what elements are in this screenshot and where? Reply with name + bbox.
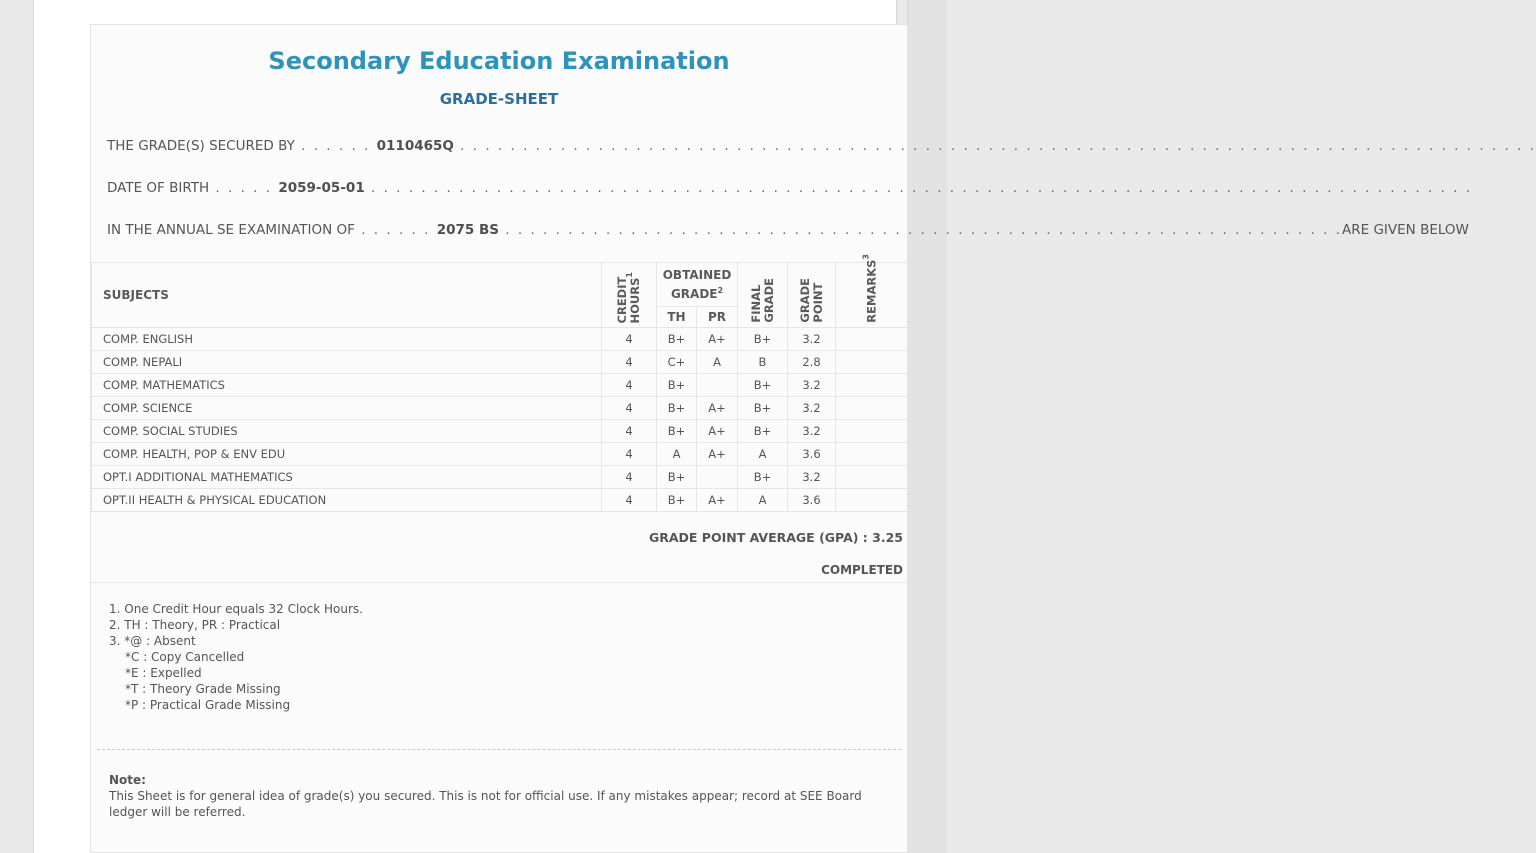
dot-leader: . . . . . . . . . . . . . . . . . . . . . . . . . . . . . . . . . . . . . . . . . . . . . . . . . . . . . . . . . . . . . . . . . . . . . . . . . . . . . . . . . . . . . . (453, 138, 1536, 154)
grade-point-cell: 3.2 (788, 420, 836, 443)
subject-cell: COMP. MATHEMATICS (92, 374, 602, 397)
exam-label: IN THE ANNUAL SE EXAMINATION OF (107, 222, 355, 238)
footnote-item: 3. *@ : Absent (109, 634, 196, 648)
exam-year: 2075 BS (436, 222, 499, 238)
credit-cell: 4 (602, 328, 657, 351)
credit-cell: 4 (602, 466, 657, 489)
grade-point-cell: 3.2 (788, 466, 836, 489)
subject-cell: OPT.I ADDITIONAL MATHEMATICS (92, 466, 602, 489)
practical-grade-cell (697, 466, 738, 489)
dot-leader: . . . . . . . . . . . . . . . . . . . . . . . . . . . . . . . . . . . . . . . . . . . . . . . . . . . . . . . . . . . . . . . . . . . . . . . . . . . . . . . . . . . . . . . . (364, 180, 1472, 196)
footnote-item: 1. One Credit Hour equals 32 Clock Hours. (109, 602, 363, 616)
dot-leader: . . . . . . . . . . . . . . . . . . . . . . . . . . . . . . . . . . . . . . . . . . . . . . . . . . . . . . . . . . . . . . . . . . . (499, 222, 1343, 238)
grade-point-cell: 3.2 (788, 374, 836, 397)
final-grade-cell: B+ (738, 397, 788, 420)
credit-cell: 4 (602, 351, 657, 374)
disclaimer-note (109, 772, 889, 820)
remarks-cell (836, 397, 908, 420)
col-header-practical: PR (697, 307, 738, 328)
grade-point-cell: 3.6 (788, 443, 836, 466)
final-grade-cell: A (738, 443, 788, 466)
gpa-summary: GRADE POINT AVERAGE (GPA) : 3.25 (648, 530, 903, 545)
subject-cell: COMP. SOCIAL STUDIES (92, 420, 602, 443)
remarks-cell (836, 489, 908, 512)
col-header-final-grade: FINAL GRADE (738, 263, 788, 328)
grade-sheet-page (33, 0, 1536, 853)
credit-cell: 4 (602, 443, 657, 466)
subject-cell: COMP. ENGLISH (92, 328, 602, 351)
final-grade-cell: B+ (738, 328, 788, 351)
grades-table (91, 254, 908, 512)
col-header-subjects: SUBJECTS (92, 263, 602, 328)
remarks-cell (836, 443, 908, 466)
theory-grade-cell: B+ (657, 420, 697, 443)
col-header-credit-hours: CREDIT HOURS$^1$ (602, 263, 657, 328)
result-status: COMPLETED (821, 563, 903, 577)
secured-by-line (107, 138, 1536, 158)
footnotes (109, 601, 363, 713)
table-row (92, 374, 908, 397)
practical-grade-cell (697, 374, 738, 397)
theory-grade-cell: B+ (657, 328, 697, 351)
credit-cell: 4 (602, 489, 657, 512)
subject-cell: COMP. HEALTH, POP & ENV EDU (92, 443, 602, 466)
dot-leader: . . . . . (209, 180, 279, 196)
secured-by-label: THE GRADE(S) SECURED BY (107, 138, 295, 154)
grade-point-cell: 3.2 (788, 397, 836, 420)
remarks-cell (836, 466, 908, 489)
final-grade-cell: B+ (738, 374, 788, 397)
remarks-cell (836, 351, 908, 374)
subject-cell: COMP. SCIENCE (92, 397, 602, 420)
symbol-number: 0110465Q (376, 138, 454, 154)
grade-sheet-heading: GRADE-SHEET (439, 90, 559, 108)
window-right-strip (907, 0, 947, 853)
practical-grade-cell: A+ (697, 489, 738, 512)
credit-cell: 4 (602, 374, 657, 397)
table-row (92, 489, 908, 512)
note-text: This Sheet is for general idea of grade(s) you secured. This is not for official use. If any mistakes appear; record at SEE Board ledger will be referred. (109, 789, 862, 819)
practical-grade-cell: A (697, 351, 738, 374)
practical-grade-cell: A+ (697, 420, 738, 443)
footnote-item: *C : Copy Cancelled (125, 650, 245, 664)
theory-grade-cell: C+ (657, 351, 697, 374)
table-row (92, 328, 908, 351)
subject-cell: COMP. NEPALI (92, 351, 602, 374)
subject-cell: OPT.II HEALTH & PHYSICAL EDUCATION (92, 489, 602, 512)
footnote-item: *P : Practical Grade Missing (125, 698, 291, 712)
dashed-divider (97, 749, 901, 750)
remarks-cell (836, 420, 908, 443)
table-row (92, 420, 908, 443)
dot-leader: . . . . . . (354, 222, 437, 238)
final-grade-cell: B+ (738, 420, 788, 443)
remarks-cell (836, 328, 908, 351)
credit-cell: 4 (602, 397, 657, 420)
exam-line (107, 222, 1469, 242)
section-divider (91, 582, 907, 583)
footnote-item: *E : Expelled (125, 666, 202, 680)
table-row (92, 466, 908, 489)
table-row (92, 351, 908, 374)
theory-grade-cell: B+ (657, 397, 697, 420)
dob-line (107, 180, 1472, 200)
credit-cell: 4 (602, 420, 657, 443)
table-row (92, 443, 908, 466)
col-header-obtained-grade: OBTAINED GRADE$^2$ (657, 263, 738, 307)
grade-point-cell: 3.2 (788, 328, 836, 351)
practical-grade-cell: A+ (697, 328, 738, 351)
col-header-theory: TH (657, 307, 697, 328)
exam-title: Secondary Education Examination (268, 47, 730, 75)
note-title: Note: (109, 773, 146, 787)
remarks-cell (836, 374, 908, 397)
practical-grade-cell: A+ (697, 443, 738, 466)
footnote-item: *T : Theory Grade Missing (125, 682, 281, 696)
final-grade-cell: A (738, 489, 788, 512)
exam-suffix: ARE GIVEN BELOW (1342, 222, 1469, 238)
final-grade-cell: B+ (738, 466, 788, 489)
footnote-item: 2. TH : Theory, PR : Practical (109, 618, 281, 632)
theory-grade-cell: B+ (657, 489, 697, 512)
theory-grade-cell: B+ (657, 374, 697, 397)
date-of-birth: 2059-05-01 (278, 180, 365, 196)
practical-grade-cell: A+ (697, 397, 738, 420)
final-grade-cell: B (738, 351, 788, 374)
dot-leader: . . . . . . (294, 138, 377, 154)
table-row (92, 397, 908, 420)
theory-grade-cell: A (657, 443, 697, 466)
grade-sheet-panel (90, 24, 1536, 853)
col-header-remarks: REMARKS$^3$ (836, 263, 908, 328)
col-header-grade-point: GRADE POINT (788, 263, 836, 328)
grade-point-cell: 3.6 (788, 489, 836, 512)
grade-point-cell: 2.8 (788, 351, 836, 374)
dob-label: DATE OF BIRTH (107, 180, 210, 196)
theory-grade-cell: B+ (657, 466, 697, 489)
